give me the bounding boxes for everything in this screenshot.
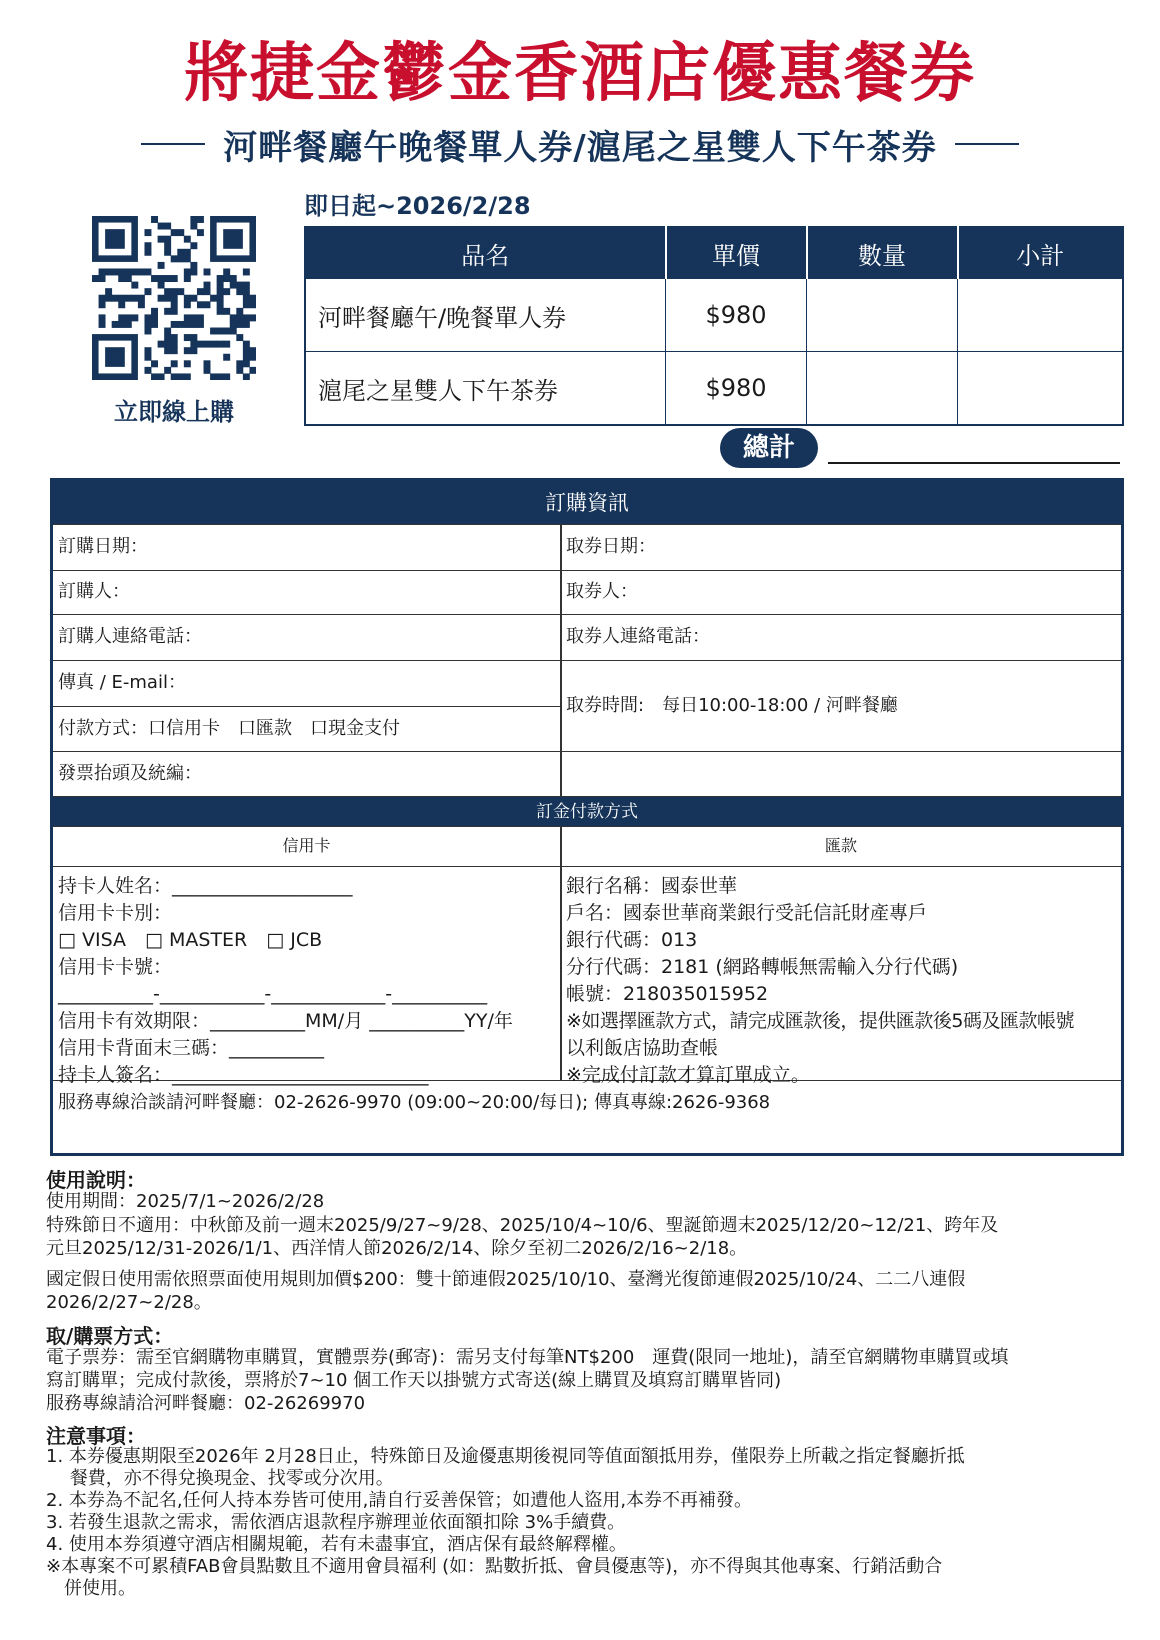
row-unit-price: $980 [666, 279, 807, 352]
deposit-column-headers [53, 827, 1121, 867]
row-unit-price: $980 [666, 352, 807, 426]
note-item: 2. 本券為不記名,任何人持本券皆可使用,請自行妥善保管；如遭他人盜用,本券不再補發。 [46, 1490, 753, 1511]
branch-code: 分行代碼：2181 (網路轉帳無需輸入分行代碼) [566, 956, 959, 978]
picker-phone-field[interactable]: 取券人連絡電話： [566, 626, 710, 647]
page-subtitle: 河畔餐廳午晚餐單人券/滬尾之星雙人下午茶券 [223, 127, 937, 168]
credit-card-details[interactable] [53, 873, 560, 1089]
usage-holiday-1: 特殊節日不適用：中秋節及前一週末2025/9/27~9/28、2025/10/4~10/6、聖誕節週末2025/12/20~12/21、跨年及 [46, 1215, 999, 1236]
deposit-header: 訂金付款方式 [53, 797, 1121, 827]
cardholder-signature-field[interactable]: 持卡人簽名：___________________________ [58, 1064, 429, 1086]
form-row [53, 571, 1121, 615]
order-form [50, 478, 1124, 1156]
usage-period: 使用期間：2025/7/1~2026/2/28 [46, 1191, 325, 1212]
price-table-header-row [305, 227, 1123, 279]
purchase-line-1: 電子票券：需至官網購物車購買，實體票券(郵寄)：需另支付每筆NT$200 運費(限同一地址)，請至官網購物車購買或填 [46, 1347, 1009, 1368]
header-subtotal: 小計 [958, 227, 1124, 279]
note-item: 併使用。 [46, 1578, 136, 1599]
transfer-note: ※如選擇匯款方式，請完成匯款後，提供匯款後5碼及匯款帳號 [566, 1010, 1075, 1032]
purchase-line-3: 服務專線請洽河畔餐廳：02-26269970 [46, 1393, 366, 1414]
subtotal-field[interactable] [958, 279, 1124, 352]
usage-national-2: 2026/2/27~2/28。 [46, 1292, 212, 1313]
transfer-details [561, 873, 1121, 1089]
card-number-label: 信用卡卡號： [58, 956, 173, 978]
pickup-time: 取券時間: 每日10:00-18:00 / 河畔餐廳 [566, 695, 898, 716]
cardholder-name-field[interactable]: 持卡人姓名：___________________ [58, 875, 353, 897]
card-expiry-field[interactable]: 信用卡有效期限：__________MM/月 __________YY/年 [58, 1010, 513, 1032]
form-row [53, 525, 1121, 571]
price-table [304, 226, 1124, 426]
orderer-field[interactable]: 訂購人： [58, 581, 130, 602]
header-quantity: 數量 [807, 227, 958, 279]
account-name: 戶名：國泰世華商業銀行受託信託財產專戶 [566, 902, 928, 924]
header-item-name: 品名 [305, 227, 666, 279]
picker-field[interactable]: 取券人： [566, 581, 638, 602]
purchase-line-2: 寫訂購單；完成付款後，票將於7~10 個工作天以掛號方式寄送(線上購買及填寫訂購單皆同) [46, 1370, 782, 1391]
order-date-field[interactable]: 訂購日期： [58, 536, 148, 557]
form-row [53, 615, 1121, 661]
pickup-date-field[interactable]: 取券日期： [566, 536, 656, 557]
service-line-row [53, 1081, 1121, 1153]
header-unit-price: 單價 [666, 227, 807, 279]
page-title: 將捷金鬱金香酒店優惠餐券 [184, 37, 976, 111]
note-item: ※本專案不可累積FAB會員點數且不適用會員福利 (如：點數折抵、會員優惠等)，亦不得與其他專案、行銷活動合 [46, 1556, 943, 1577]
form-row [53, 661, 1121, 753]
account-number: 帳號：218035015952 [566, 983, 769, 1005]
card-cvv-field[interactable]: 信用卡背面末三碼：__________ [58, 1037, 325, 1059]
orderer-phone-field[interactable]: 訂購人連絡電話： [58, 626, 202, 647]
transfer-note-cont: 以利飯店協助查帳 [566, 1037, 719, 1059]
total-label: 總計 [720, 428, 818, 468]
total-input-line[interactable] [828, 462, 1120, 464]
validity-period: 即日起~2026/2/28 [304, 192, 531, 220]
fax-email-field[interactable]: 傳真 / E-mail： [53, 661, 560, 707]
note-item: 餐費，亦不得兌換現金、找零或分次用。 [46, 1468, 394, 1489]
quantity-field[interactable] [807, 352, 958, 426]
usage-holiday-2: 元旦2025/12/31-2026/1/1、西洋情人節2026/2/14、除夕至初二2026/2/16~2/18。 [46, 1238, 748, 1259]
credit-card-header: 信用卡 [282, 836, 331, 855]
purchase-heading: 取/購票方式： [46, 1324, 174, 1348]
subtitle-right-rule [955, 143, 1019, 145]
card-type-options[interactable]: □ VISA □ MASTER □ JCB [58, 929, 323, 951]
card-number-field[interactable]: __________-___________-____________-__________ [58, 983, 488, 1005]
service-line: 服務專線洽談請河畔餐廳：02-2626-9970 (09:00~20:00/每日); 傳真專線:2626-9368 [58, 1092, 771, 1113]
usage-heading: 使用說明： [46, 1168, 146, 1192]
row-item-name: 滬尾之星雙人下午茶券 [305, 352, 666, 426]
table-row [305, 352, 1123, 426]
note-item: 3. 若發生退款之需求，需依酒店退款程序辦理並依面額扣除 3%手續費。 [46, 1512, 626, 1533]
deposit-details-row [53, 867, 1121, 1086]
note-item: 4. 使用本券須遵守酒店相關規範，若有未盡事宜，酒店保有最終解釋權。 [46, 1534, 627, 1555]
usage-national-1: 國定假日使用需依照票面使用規則加價$200：雙十節連假2025/10/10、臺灣光復節連假2025/10/24、二二八連假 [46, 1269, 966, 1290]
payment-method-field[interactable]: 付款方式：口信用卡 口匯款 口現金支付 [58, 718, 400, 739]
bank-code: 銀行代碼：013 [566, 929, 698, 951]
subtotal-field[interactable] [958, 352, 1124, 426]
qr-label[interactable]: 立即線上購 [114, 398, 234, 426]
quantity-field[interactable] [807, 279, 958, 352]
row-item-name: 河畔餐廳午/晚餐單人券 [305, 279, 666, 352]
note-item: 1. 本券優惠期限至2026年 2月28日止，特殊節日及逾優惠期後視同等值面額抵用券，僅限券上所載之指定餐廳折抵 [46, 1446, 965, 1467]
subtitle-row [0, 118, 1160, 170]
form-row [53, 751, 1121, 797]
order-confirm-note: ※完成付訂款才算訂單成立。 [566, 1064, 810, 1086]
notes-heading: 注意事項： [46, 1424, 146, 1448]
card-type-label: 信用卡卡別： [58, 902, 173, 924]
qr-code-icon[interactable] [92, 216, 256, 380]
subtitle-left-rule [141, 143, 205, 145]
bank-name: 銀行名稱：國泰世華 [566, 875, 738, 897]
transfer-header: 匯款 [824, 836, 857, 855]
table-row [305, 279, 1123, 352]
invoice-field[interactable]: 發票抬頭及統編： [58, 763, 202, 784]
qr-code-graphic [92, 216, 256, 380]
order-info-header: 訂購資訊 [53, 481, 1121, 525]
